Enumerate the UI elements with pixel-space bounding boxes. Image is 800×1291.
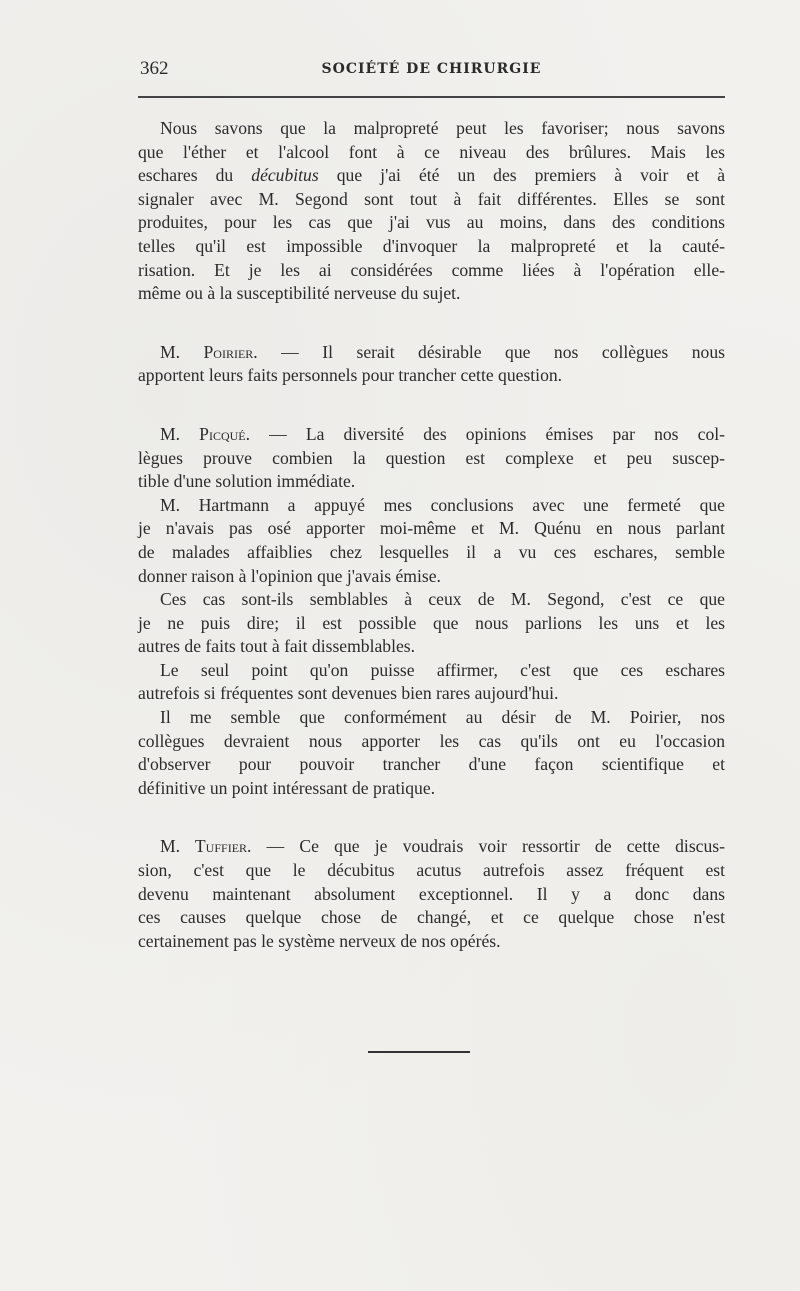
- text-line: [138, 588, 725, 612]
- text-line: [138, 141, 725, 165]
- text-segment: que j'ai été un des premiers à voir et à: [318, 165, 725, 186]
- body-text: [138, 117, 725, 953]
- text-segment: de malades affaiblies chez lesquelles il a vu ces eschares, semble: [138, 541, 725, 562]
- text-line: [138, 730, 725, 754]
- text-line: [138, 188, 725, 212]
- text-segment: tible d'une solution immédiate.: [138, 471, 356, 492]
- text-line: [138, 541, 725, 565]
- text-segment: eschares du: [138, 165, 252, 186]
- paragraph: [138, 494, 725, 588]
- text-line: [138, 341, 725, 365]
- text-line: [138, 447, 725, 471]
- text-segment: certainement pas le système nerveux de nos opérés.: [138, 930, 501, 951]
- text-segment: Ces cas sont-ils semblables à ceux de M. Segond, c'est ce que: [160, 589, 725, 610]
- text-segment: autrefois si fréquentes sont devenues bien rares aujourd'hui.: [138, 683, 559, 704]
- text-line: [138, 659, 725, 683]
- speaker-paragraph: [138, 423, 725, 494]
- end-rule: [368, 1051, 470, 1053]
- text-segment: ces causes quelque chose de changé, et ce quelque chose n'est: [138, 907, 725, 928]
- paragraph: [138, 117, 725, 306]
- text-line: [138, 906, 725, 930]
- text-segment: définitive un point intéressant de pratique.: [138, 777, 436, 798]
- text-segment: Il me semble que conformément au désir de M. Poirier, nos: [160, 707, 725, 728]
- text-segment: je ne puis dire; il est possible que nous parlions les uns et les: [138, 612, 725, 633]
- speaker-name: M. Tuffier.: [160, 836, 252, 857]
- text-line: [138, 259, 725, 283]
- text-line: [138, 883, 725, 907]
- text-segment: lègues prouve combien la question est complexe et peu suscep-: [138, 447, 725, 468]
- paragraph: [138, 588, 725, 659]
- text-segment: Le seul point qu'on puisse affirmer, c'est que ces eschares: [160, 659, 725, 680]
- running-title: SOCIÉTÉ DE CHIRURGIE: [321, 61, 542, 77]
- text-line: [138, 612, 725, 636]
- text-segment: apportent leurs faits personnels pour trancher cette question.: [138, 365, 563, 386]
- text-line: [138, 164, 725, 188]
- text-line: [138, 835, 725, 859]
- header-rule: [138, 96, 725, 98]
- text-segment: je n'avais pas osé apporter moi-même et M. Quénu en nous parlant: [138, 518, 725, 539]
- text-segment: d'observer pour pouvoir trancher d'une façon scientifique et: [138, 754, 725, 775]
- text-segment: — La diversité des opinions émises par nos col-: [250, 423, 725, 444]
- text-segment: Nous savons que la malpropreté peut les favoriser; nous savons: [160, 118, 725, 138]
- text-line: [138, 706, 725, 730]
- text-line: [138, 470, 725, 494]
- speaker-name: M. Picqué.: [160, 423, 251, 444]
- text-segment: collègues devraient nous apporter les cas qu'ils ont eu l'occasion: [138, 730, 725, 751]
- text-segment: — Il serait désirable que nos collègues nous: [257, 341, 725, 362]
- text-line: [138, 364, 725, 388]
- text-segment: signaler avec M. Segond sont tout à fait différentes. Elles se sont: [138, 188, 725, 209]
- text-line: [138, 635, 725, 659]
- text-line: [138, 117, 725, 141]
- text-segment: devenu maintenant absolument exceptionnel. Il y a donc dans: [138, 883, 725, 904]
- text-segment: produites, pour les cas que j'ai vus au moins, dans des conditions: [138, 212, 725, 233]
- italic-term: décubitus: [251, 165, 319, 186]
- text-segment: M. Hartmann a appuyé mes conclusions avec une fermeté que: [160, 494, 725, 515]
- text-line: [138, 423, 725, 447]
- text-line: [138, 682, 725, 706]
- speaker-paragraph: [138, 835, 725, 953]
- text-line: [138, 494, 725, 518]
- text-segment: même ou à la susceptibilité nerveuse du sujet.: [138, 283, 461, 304]
- paragraph: [138, 706, 725, 800]
- text-line: [138, 859, 725, 883]
- paragraph: [138, 659, 725, 706]
- text-segment: que l'éther et l'alcool font à ce niveau des brûlures. Mais les: [138, 141, 725, 162]
- text-line: [138, 777, 725, 801]
- text-segment: donner raison à l'opinion que j'avais émise.: [138, 565, 441, 586]
- text-segment: sion, c'est que le décubitus acutus autrefois assez fréquent est: [138, 860, 725, 881]
- speaker-name: M. Poirier.: [160, 341, 258, 362]
- text-line: [138, 517, 725, 541]
- text-line: [138, 565, 725, 589]
- speaker-paragraph: [138, 341, 725, 388]
- text-line: [138, 211, 725, 235]
- text-line: [138, 753, 725, 777]
- text-segment: telles qu'il est impossible d'invoquer la malpropreté et la cauté-: [138, 235, 725, 256]
- text-line: [138, 235, 725, 259]
- text-line: [138, 930, 725, 954]
- text-line: [138, 282, 725, 306]
- page-header: [138, 58, 725, 82]
- page-number: 362: [140, 58, 169, 79]
- text-segment: risation. Et je les ai considérées comme liées à l'opération elle-: [138, 259, 725, 280]
- text-segment: — Ce que je voudrais voir ressortir de cette discus-: [251, 836, 725, 857]
- text-segment: autres de faits tout à fait dissemblables.: [138, 636, 416, 657]
